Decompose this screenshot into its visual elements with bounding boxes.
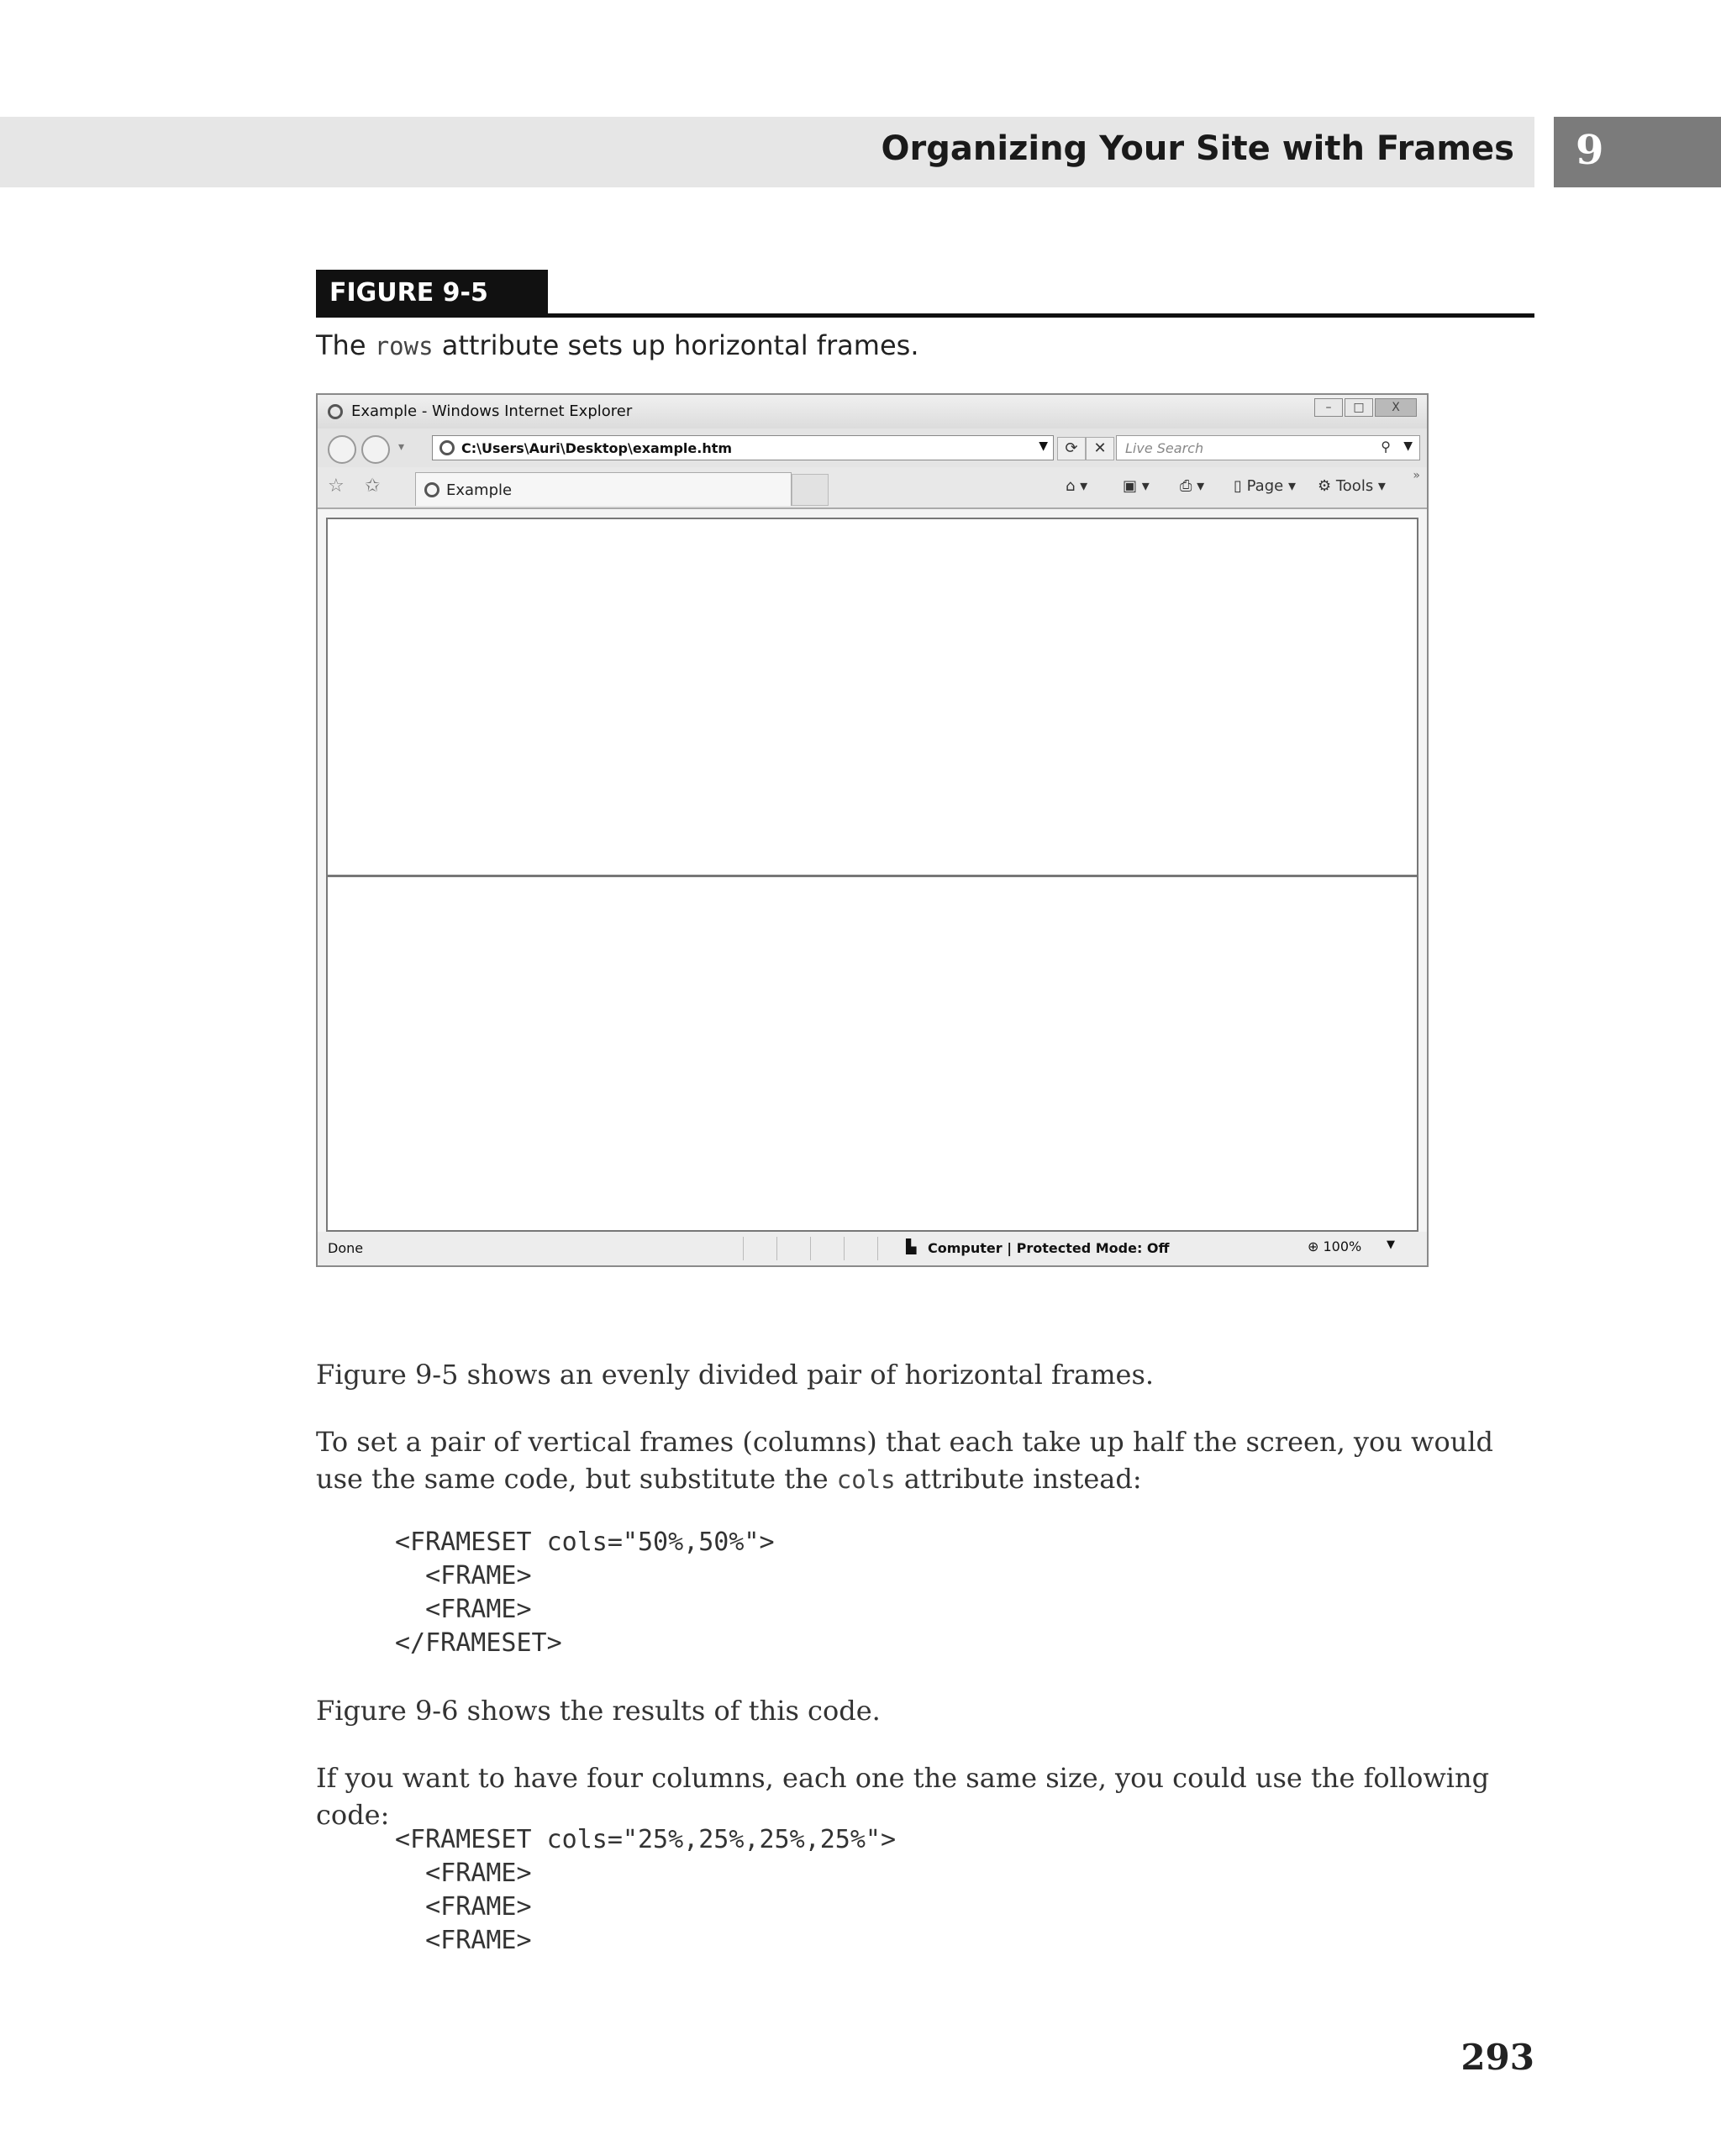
status-divider	[776, 1237, 777, 1260]
search-box[interactable]	[1116, 435, 1420, 460]
paragraph-vertical-frames	[316, 1423, 1518, 1498]
window-title: Example - Windows Internet Explorer	[351, 402, 633, 420]
recent-pages-dropdown-icon[interactable]: ▾	[398, 440, 405, 454]
bottom-frame	[328, 877, 1417, 1230]
address-text: C:\Users\Auri\Desktop\example.htm	[461, 440, 733, 456]
search-icon[interactable]: ⚲	[1381, 439, 1391, 455]
status-divider	[743, 1237, 744, 1260]
page-menu[interactable]: ▯ Page ▾	[1234, 477, 1296, 495]
feeds-icon[interactable]: ▣ ▾	[1123, 477, 1150, 495]
code-block-four-columns: <FRAMESET cols="25%,25%,25%,25%"> <FRAME> <FRAME> <FRAME>	[395, 1825, 897, 1955]
page-number: 293	[1460, 2037, 1534, 2078]
print-icon[interactable]: ⎙ ▾	[1180, 477, 1205, 495]
status-divider	[877, 1237, 878, 1260]
window-controls	[1314, 398, 1417, 417]
more-chevron-icon[interactable]: »	[1413, 469, 1420, 482]
tab-page-icon	[424, 482, 439, 497]
content-viewport	[326, 518, 1418, 1232]
paragraph-text-start: To set a pair of vertical frames (columns) that each take up half the screen, you would use the same code, but substitute the	[316, 1426, 1494, 1495]
page-icon	[439, 440, 455, 455]
tools-menu-label: Tools	[1335, 477, 1374, 495]
chapter-number: 9	[1576, 127, 1604, 174]
status-bar	[318, 1232, 1427, 1265]
close-button[interactable]: X	[1375, 398, 1417, 417]
refresh-icon[interactable]: ⟳	[1057, 437, 1086, 460]
home-icon[interactable]: ⌂ ▾	[1066, 477, 1088, 495]
maximize-button[interactable]: □	[1345, 398, 1373, 417]
minimize-button[interactable]: –	[1314, 398, 1343, 417]
forward-button[interactable]	[361, 435, 390, 464]
search-dropdown-icon[interactable]: ▼	[1403, 439, 1413, 453]
figure-caption	[316, 329, 918, 361]
paragraph-text-end: attribute instead:	[895, 1463, 1142, 1495]
status-divider	[810, 1237, 811, 1260]
paragraph-figure-9-6: Figure 9-6 shows the results of this code.	[316, 1695, 881, 1727]
new-tab-button[interactable]	[792, 474, 829, 506]
tools-menu[interactable]: ⚙ Tools ▾	[1318, 477, 1386, 495]
tab-label: Example	[446, 481, 513, 499]
chapter-title: Organizing Your Site with Frames	[881, 129, 1514, 168]
ie-logo-icon	[328, 404, 343, 419]
favorites-star-icon[interactable]: ☆	[328, 476, 345, 497]
status-divider	[844, 1237, 845, 1260]
add-favorites-icon[interactable]: ✩	[365, 476, 381, 497]
page-menu-label: Page	[1246, 477, 1284, 495]
paragraph-figure-9-5: Figure 9-5 shows an evenly divided pair of horizontal frames.	[316, 1359, 1155, 1391]
address-bar[interactable]	[432, 435, 1054, 460]
caption-text-end: attribute sets up horizontal frames.	[433, 329, 919, 361]
command-bar	[318, 467, 1427, 509]
address-dropdown-icon[interactable]: ▼	[1039, 439, 1048, 453]
chapter-number-tab	[1554, 117, 1721, 187]
computer-zone-icon: ▙	[906, 1238, 917, 1254]
top-frame	[328, 519, 1417, 875]
caption-code: rows	[374, 332, 434, 360]
zoom-icon: ⊕	[1308, 1238, 1319, 1254]
back-button[interactable]	[328, 435, 356, 464]
security-zone-text: Computer | Protected Mode: Off	[928, 1240, 1170, 1256]
navigation-bar	[318, 429, 1427, 468]
tab-example[interactable]	[415, 472, 792, 506]
browser-window-screenshot	[316, 393, 1429, 1267]
window-titlebar	[318, 395, 1427, 429]
stop-icon[interactable]: ✕	[1086, 437, 1114, 460]
figure-label: FIGURE 9-5	[316, 270, 548, 318]
paragraph-four-columns: If you want to have four columns, each one the same size, you could use the following code:	[316, 1762, 1490, 1831]
code-block-two-columns: <FRAMESET cols="50%,50%"> <FRAME> <FRAME> </FRAMESET>	[395, 1528, 775, 1658]
zoom-dropdown-icon[interactable]: ▼	[1387, 1238, 1395, 1251]
zoom-value: 100%	[1323, 1238, 1362, 1254]
status-text: Done	[328, 1240, 364, 1256]
zoom-level[interactable]	[1308, 1238, 1361, 1254]
inline-code-cols: cols	[836, 1465, 896, 1494]
caption-text-start: The	[316, 329, 375, 361]
search-placeholder: Live Search	[1125, 440, 1204, 456]
